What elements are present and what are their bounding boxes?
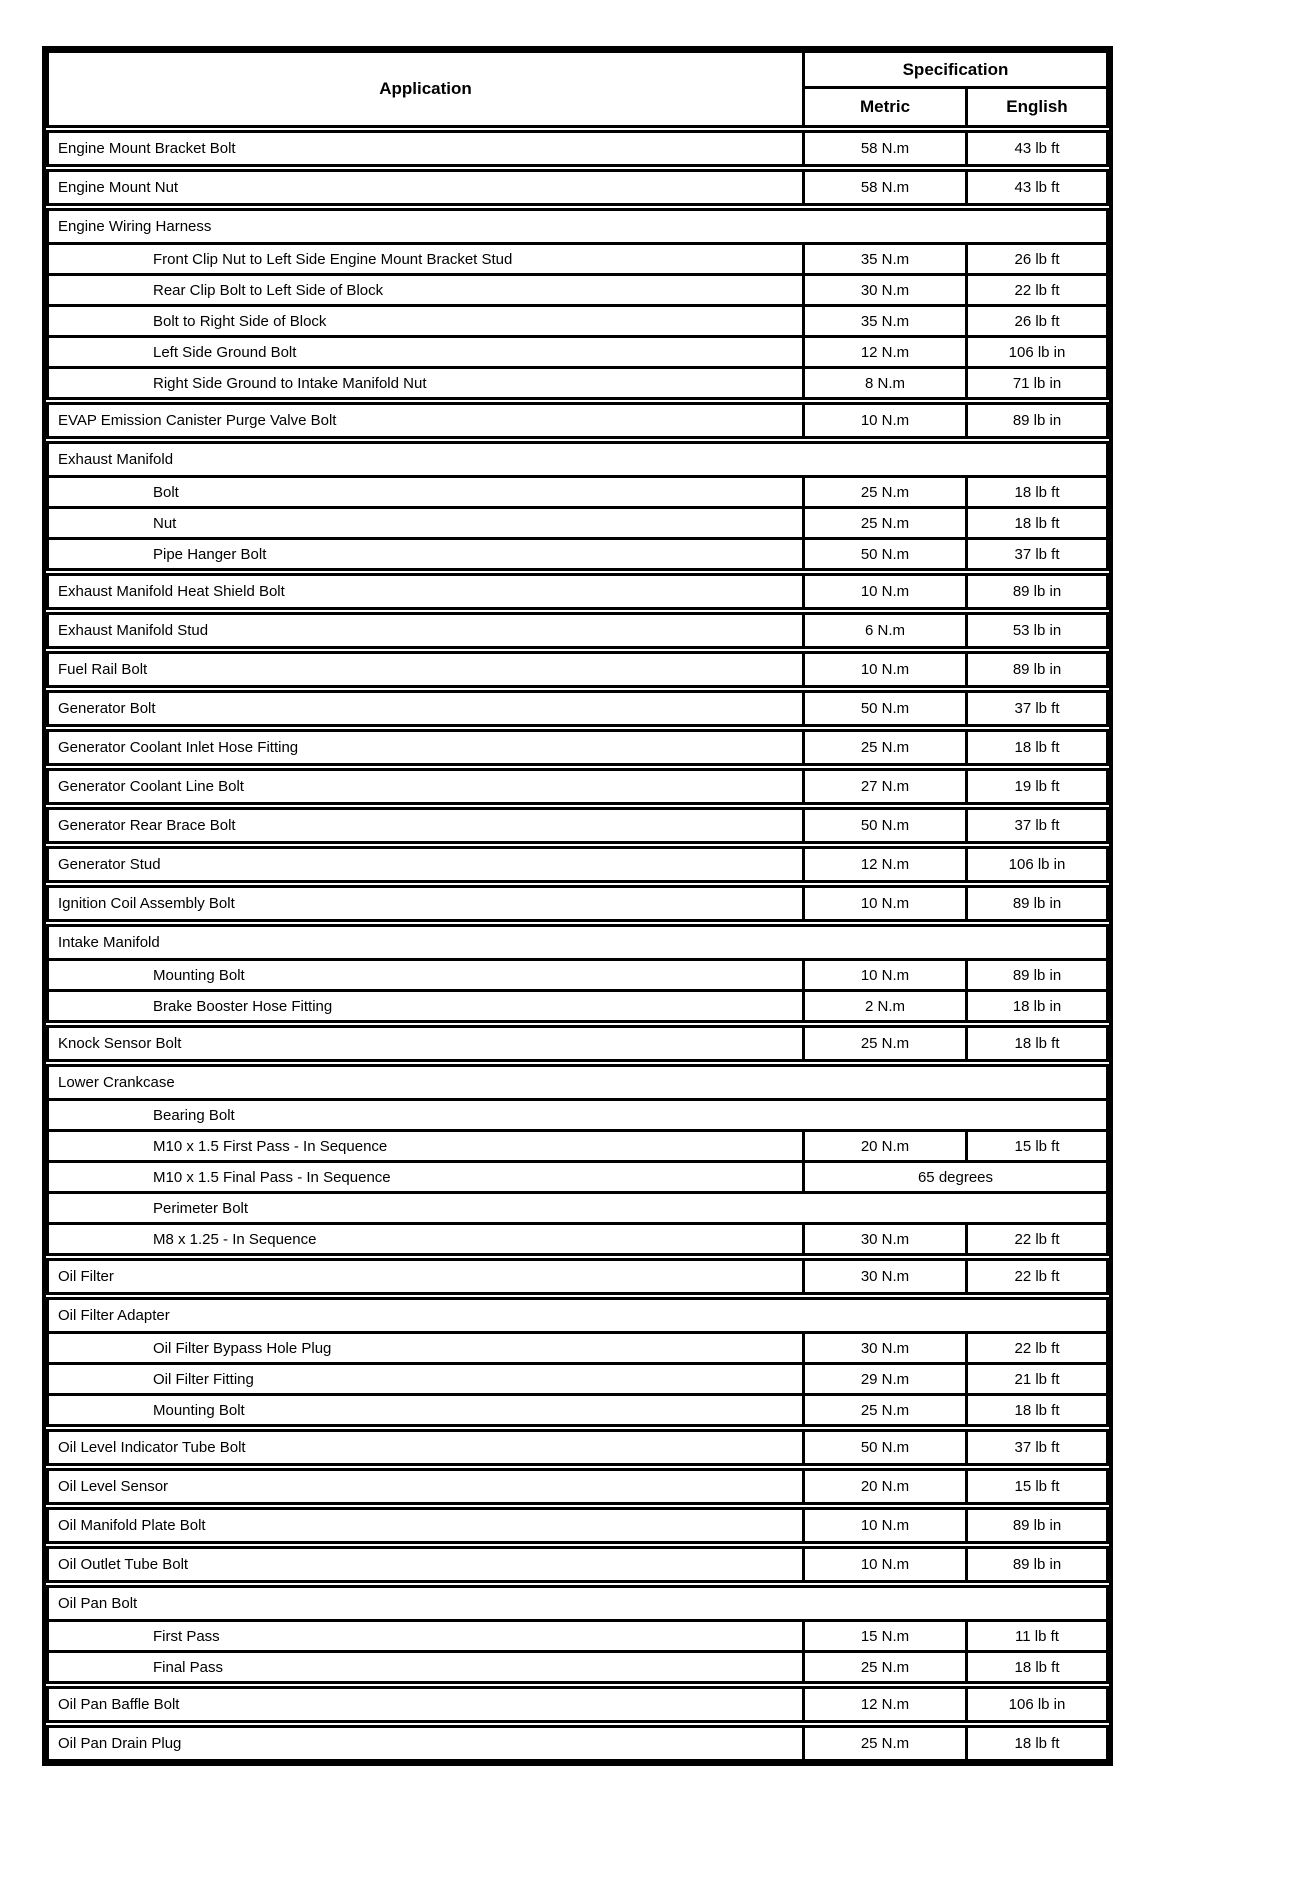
table-row bbox=[49, 1619, 1106, 1650]
application-cell: Engine Mount Nut bbox=[58, 179, 179, 196]
english-value-cell: 37 lb ft bbox=[965, 693, 1106, 724]
table-row bbox=[49, 537, 1106, 568]
metric-value-cell: 30 N.m bbox=[802, 1261, 965, 1292]
metric-value-cell: 10 N.m bbox=[802, 961, 965, 989]
application-cell: First Pass bbox=[153, 1627, 220, 1645]
spec-span-cell: 65 degrees bbox=[802, 1163, 1106, 1191]
application-cell: Oil Filter Adapter bbox=[58, 1307, 170, 1324]
table-row bbox=[49, 506, 1106, 537]
metric-value-cell: 12 N.m bbox=[802, 849, 965, 880]
section-row bbox=[49, 1098, 1106, 1129]
application-cell: Pipe Hanger Bolt bbox=[153, 545, 267, 563]
application-cell: Mounting Bolt bbox=[153, 966, 245, 984]
spec-group bbox=[46, 729, 1109, 766]
table-row bbox=[49, 335, 1106, 366]
table-row bbox=[49, 366, 1106, 397]
table-row bbox=[49, 1471, 1106, 1502]
table-row bbox=[49, 989, 1106, 1020]
table-row bbox=[49, 771, 1106, 802]
metric-value-cell: 30 N.m bbox=[802, 1334, 965, 1362]
english-value-cell: 18 lb ft bbox=[965, 509, 1106, 537]
application-cell: Lower Crankcase bbox=[58, 1074, 175, 1091]
application-cell: Ignition Coil Assembly Bolt bbox=[58, 895, 235, 912]
metric-value-cell: 10 N.m bbox=[802, 1510, 965, 1541]
table-row bbox=[49, 273, 1106, 304]
application-cell: Exhaust Manifold bbox=[58, 451, 174, 468]
english-value-cell: 19 lb ft bbox=[965, 771, 1106, 802]
application-cell: Exhaust Manifold Stud bbox=[58, 622, 209, 639]
application-cell: Final Pass bbox=[153, 1658, 224, 1676]
table-row bbox=[49, 732, 1106, 763]
application-cell: Bearing Bolt bbox=[153, 1106, 235, 1124]
metric-value-cell: 8 N.m bbox=[802, 369, 965, 397]
english-value-cell: 89 lb in bbox=[965, 405, 1106, 436]
english-value-cell: 11 lb ft bbox=[965, 1622, 1106, 1650]
table-row bbox=[49, 849, 1106, 880]
spec-group bbox=[46, 885, 1109, 922]
english-value-cell: 18 lb ft bbox=[965, 478, 1106, 506]
metric-value-cell: 30 N.m bbox=[802, 1225, 965, 1253]
application-cell: Generator Stud bbox=[58, 856, 161, 873]
spec-group bbox=[46, 1585, 1109, 1684]
application-cell: Oil Level Indicator Tube Bolt bbox=[58, 1439, 246, 1456]
section-row bbox=[49, 444, 1106, 475]
metric-value-cell: 25 N.m bbox=[802, 732, 965, 763]
english-value-cell: 22 lb ft bbox=[965, 1225, 1106, 1253]
spec-group bbox=[46, 130, 1109, 167]
application-cell: Generator Coolant Line Bolt bbox=[58, 778, 244, 795]
table-row bbox=[49, 1331, 1106, 1362]
section-row bbox=[49, 211, 1106, 242]
application-cell: Oil Pan Baffle Bolt bbox=[58, 1696, 180, 1713]
english-value-cell: 22 lb ft bbox=[965, 1261, 1106, 1292]
application-cell: Generator Coolant Inlet Hose Fitting bbox=[58, 739, 299, 756]
spec-group bbox=[46, 612, 1109, 649]
table-row bbox=[49, 1129, 1106, 1160]
table-row bbox=[49, 958, 1106, 989]
english-value-cell: 106 lb in bbox=[965, 1689, 1106, 1720]
table-row bbox=[49, 1362, 1106, 1393]
application-cell: Exhaust Manifold Heat Shield Bolt bbox=[58, 583, 285, 600]
spec-group bbox=[46, 924, 1109, 1023]
metric-value-cell: 58 N.m bbox=[802, 172, 965, 203]
metric-value-cell: 20 N.m bbox=[802, 1132, 965, 1160]
section-row bbox=[49, 927, 1106, 958]
metric-value-cell: 27 N.m bbox=[802, 771, 965, 802]
application-cell: Oil Filter bbox=[58, 1268, 114, 1285]
spec-group bbox=[46, 768, 1109, 805]
application-cell: Oil Outlet Tube Bolt bbox=[58, 1556, 189, 1573]
metric-column-header: Metric bbox=[859, 97, 911, 116]
metric-value-cell: 50 N.m bbox=[802, 810, 965, 841]
english-value-cell: 18 lb ft bbox=[965, 732, 1106, 763]
application-cell: Brake Booster Hose Fitting bbox=[153, 997, 333, 1015]
application-cell: Knock Sensor Bolt bbox=[58, 1035, 182, 1052]
application-cell: M10 x 1.5 First Pass - In Sequence bbox=[153, 1137, 388, 1155]
table-row bbox=[49, 654, 1106, 685]
spec-group bbox=[46, 1507, 1109, 1544]
metric-value-cell: 30 N.m bbox=[802, 276, 965, 304]
application-cell: Engine Mount Bracket Bolt bbox=[58, 140, 236, 157]
table-row bbox=[49, 1160, 1106, 1191]
english-value-cell: 106 lb in bbox=[965, 338, 1106, 366]
table-row bbox=[49, 1432, 1106, 1463]
english-value-cell: 89 lb in bbox=[965, 654, 1106, 685]
table-row bbox=[49, 304, 1106, 335]
english-value-cell: 71 lb in bbox=[965, 369, 1106, 397]
metric-value-cell: 10 N.m bbox=[802, 888, 965, 919]
application-cell: Intake Manifold bbox=[58, 934, 160, 951]
metric-value-cell: 50 N.m bbox=[802, 693, 965, 724]
specification-column-header: Specification bbox=[805, 53, 1106, 89]
table-row bbox=[49, 1650, 1106, 1681]
english-value-cell: 15 lb ft bbox=[965, 1132, 1106, 1160]
application-cell: EVAP Emission Canister Purge Valve Bolt bbox=[58, 412, 337, 429]
section-row bbox=[49, 1067, 1106, 1098]
spec-group bbox=[46, 573, 1109, 610]
application-cell: Oil Pan Drain Plug bbox=[58, 1735, 182, 1752]
application-cell: Generator Bolt bbox=[58, 700, 156, 717]
english-value-cell: 43 lb ft bbox=[965, 172, 1106, 203]
application-cell: M8 x 1.25 - In Sequence bbox=[153, 1230, 317, 1248]
english-value-cell: 43 lb ft bbox=[965, 133, 1106, 164]
table-row bbox=[49, 1261, 1106, 1292]
spec-group bbox=[46, 1546, 1109, 1583]
table-row bbox=[49, 576, 1106, 607]
spec-group bbox=[46, 690, 1109, 727]
application-cell: Generator Rear Brace Bolt bbox=[58, 817, 236, 834]
english-value-cell: 22 lb ft bbox=[965, 1334, 1106, 1362]
table-row bbox=[49, 172, 1106, 203]
metric-value-cell: 15 N.m bbox=[802, 1622, 965, 1650]
spec-group bbox=[46, 651, 1109, 688]
spec-group bbox=[46, 169, 1109, 206]
metric-value-cell: 2 N.m bbox=[802, 992, 965, 1020]
application-cell: M10 x 1.5 Final Pass - In Sequence bbox=[153, 1168, 391, 1186]
table-row bbox=[49, 242, 1106, 273]
application-cell: Left Side Ground Bolt bbox=[153, 343, 297, 361]
metric-value-cell: 25 N.m bbox=[802, 509, 965, 537]
metric-value-cell: 25 N.m bbox=[802, 478, 965, 506]
english-column-header: English bbox=[965, 89, 1106, 125]
table-row bbox=[49, 1222, 1106, 1253]
spec-group bbox=[46, 402, 1109, 439]
metric-value-cell: 12 N.m bbox=[802, 338, 965, 366]
english-value-cell: 89 lb in bbox=[965, 1549, 1106, 1580]
english-value-cell: 18 lb ft bbox=[965, 1653, 1106, 1681]
metric-value-cell: 10 N.m bbox=[802, 1549, 965, 1580]
application-cell: Oil Filter Bypass Hole Plug bbox=[153, 1339, 332, 1357]
spec-group bbox=[46, 1025, 1109, 1062]
table-row bbox=[49, 615, 1106, 646]
table-row bbox=[49, 1028, 1106, 1059]
english-value-cell: 37 lb ft bbox=[965, 810, 1106, 841]
application-cell: Bolt to Right Side of Block bbox=[153, 312, 327, 330]
section-row bbox=[49, 1191, 1106, 1222]
metric-value-cell: 10 N.m bbox=[802, 654, 965, 685]
spec-group bbox=[46, 208, 1109, 400]
spec-group bbox=[46, 1468, 1109, 1505]
application-cell: Rear Clip Bolt to Left Side of Block bbox=[153, 281, 384, 299]
metric-value-cell: 25 N.m bbox=[802, 1653, 965, 1681]
metric-value-cell: 25 N.m bbox=[802, 1396, 965, 1424]
metric-value-cell: 35 N.m bbox=[802, 245, 965, 273]
spec-group bbox=[46, 1725, 1109, 1762]
application-cell: Oil Level Sensor bbox=[58, 1478, 169, 1495]
application-cell: Nut bbox=[153, 514, 177, 532]
english-value-cell: 37 lb ft bbox=[965, 540, 1106, 568]
english-value-cell: 21 lb ft bbox=[965, 1365, 1106, 1393]
table-row bbox=[49, 133, 1106, 164]
english-value-cell: 18 lb ft bbox=[965, 1728, 1106, 1759]
spec-group bbox=[46, 1258, 1109, 1295]
unit-header-row bbox=[805, 89, 1106, 125]
metric-value-cell: 58 N.m bbox=[802, 133, 965, 164]
spec-group bbox=[46, 1297, 1109, 1427]
metric-value-cell: 50 N.m bbox=[802, 1432, 965, 1463]
spec-group bbox=[46, 846, 1109, 883]
table-row bbox=[49, 1728, 1106, 1759]
metric-value-cell: 20 N.m bbox=[802, 1471, 965, 1502]
table-row bbox=[49, 888, 1106, 919]
english-value-cell: 18 lb in bbox=[965, 992, 1106, 1020]
table-row bbox=[49, 1689, 1106, 1720]
header-row bbox=[49, 53, 1106, 125]
metric-value-cell: 29 N.m bbox=[802, 1365, 965, 1393]
spec-group bbox=[46, 1064, 1109, 1256]
application-cell: Oil Manifold Plate Bolt bbox=[58, 1517, 206, 1534]
english-value-cell: 26 lb ft bbox=[965, 307, 1106, 335]
spec-group bbox=[46, 1686, 1109, 1723]
metric-value-cell: 10 N.m bbox=[802, 405, 965, 436]
english-value-cell: 89 lb in bbox=[965, 576, 1106, 607]
application-cell: Bolt bbox=[153, 483, 179, 501]
application-column-header: Application bbox=[379, 79, 472, 98]
application-cell: Engine Wiring Harness bbox=[58, 218, 212, 235]
metric-value-cell: 50 N.m bbox=[802, 540, 965, 568]
section-row bbox=[49, 1588, 1106, 1619]
table-row bbox=[49, 475, 1106, 506]
table-header bbox=[46, 50, 1109, 128]
application-cell: Perimeter Bolt bbox=[153, 1199, 249, 1217]
english-value-cell: 89 lb in bbox=[965, 888, 1106, 919]
english-value-cell: 89 lb in bbox=[965, 1510, 1106, 1541]
specification-header-block bbox=[802, 53, 1106, 125]
english-value-cell: 22 lb ft bbox=[965, 276, 1106, 304]
table-row bbox=[49, 1510, 1106, 1541]
english-value-cell: 53 lb in bbox=[965, 615, 1106, 646]
english-value-cell: 89 lb in bbox=[965, 961, 1106, 989]
application-cell: Oil Pan Bolt bbox=[58, 1595, 138, 1612]
english-value-cell: 18 lb ft bbox=[965, 1028, 1106, 1059]
application-cell: Oil Filter Fitting bbox=[153, 1370, 254, 1388]
english-value-cell: 106 lb in bbox=[965, 849, 1106, 880]
metric-value-cell: 12 N.m bbox=[802, 1689, 965, 1720]
spec-group bbox=[46, 441, 1109, 571]
application-cell: Mounting Bolt bbox=[153, 1401, 245, 1419]
english-value-cell: 18 lb ft bbox=[965, 1396, 1106, 1424]
application-cell: Front Clip Nut to Left Side Engine Mount Bracket Stud bbox=[153, 250, 513, 268]
application-cell: Fuel Rail Bolt bbox=[58, 661, 148, 678]
metric-value-cell: 6 N.m bbox=[802, 615, 965, 646]
table-row bbox=[49, 810, 1106, 841]
torque-specification-table bbox=[42, 46, 1113, 1766]
metric-value-cell: 35 N.m bbox=[802, 307, 965, 335]
table-row bbox=[49, 405, 1106, 436]
table-row bbox=[49, 693, 1106, 724]
section-row bbox=[49, 1300, 1106, 1331]
spec-group bbox=[46, 1429, 1109, 1466]
metric-value-cell: 25 N.m bbox=[802, 1028, 965, 1059]
english-value-cell: 15 lb ft bbox=[965, 1471, 1106, 1502]
metric-value-cell: 10 N.m bbox=[802, 576, 965, 607]
table-row bbox=[49, 1549, 1106, 1580]
application-cell: Right Side Ground to Intake Manifold Nut bbox=[153, 374, 427, 392]
spec-table-body bbox=[46, 130, 1109, 1762]
english-value-cell: 37 lb ft bbox=[965, 1432, 1106, 1463]
english-value-cell: 26 lb ft bbox=[965, 245, 1106, 273]
table-row bbox=[49, 1393, 1106, 1424]
spec-group bbox=[46, 807, 1109, 844]
metric-value-cell: 25 N.m bbox=[802, 1728, 965, 1759]
